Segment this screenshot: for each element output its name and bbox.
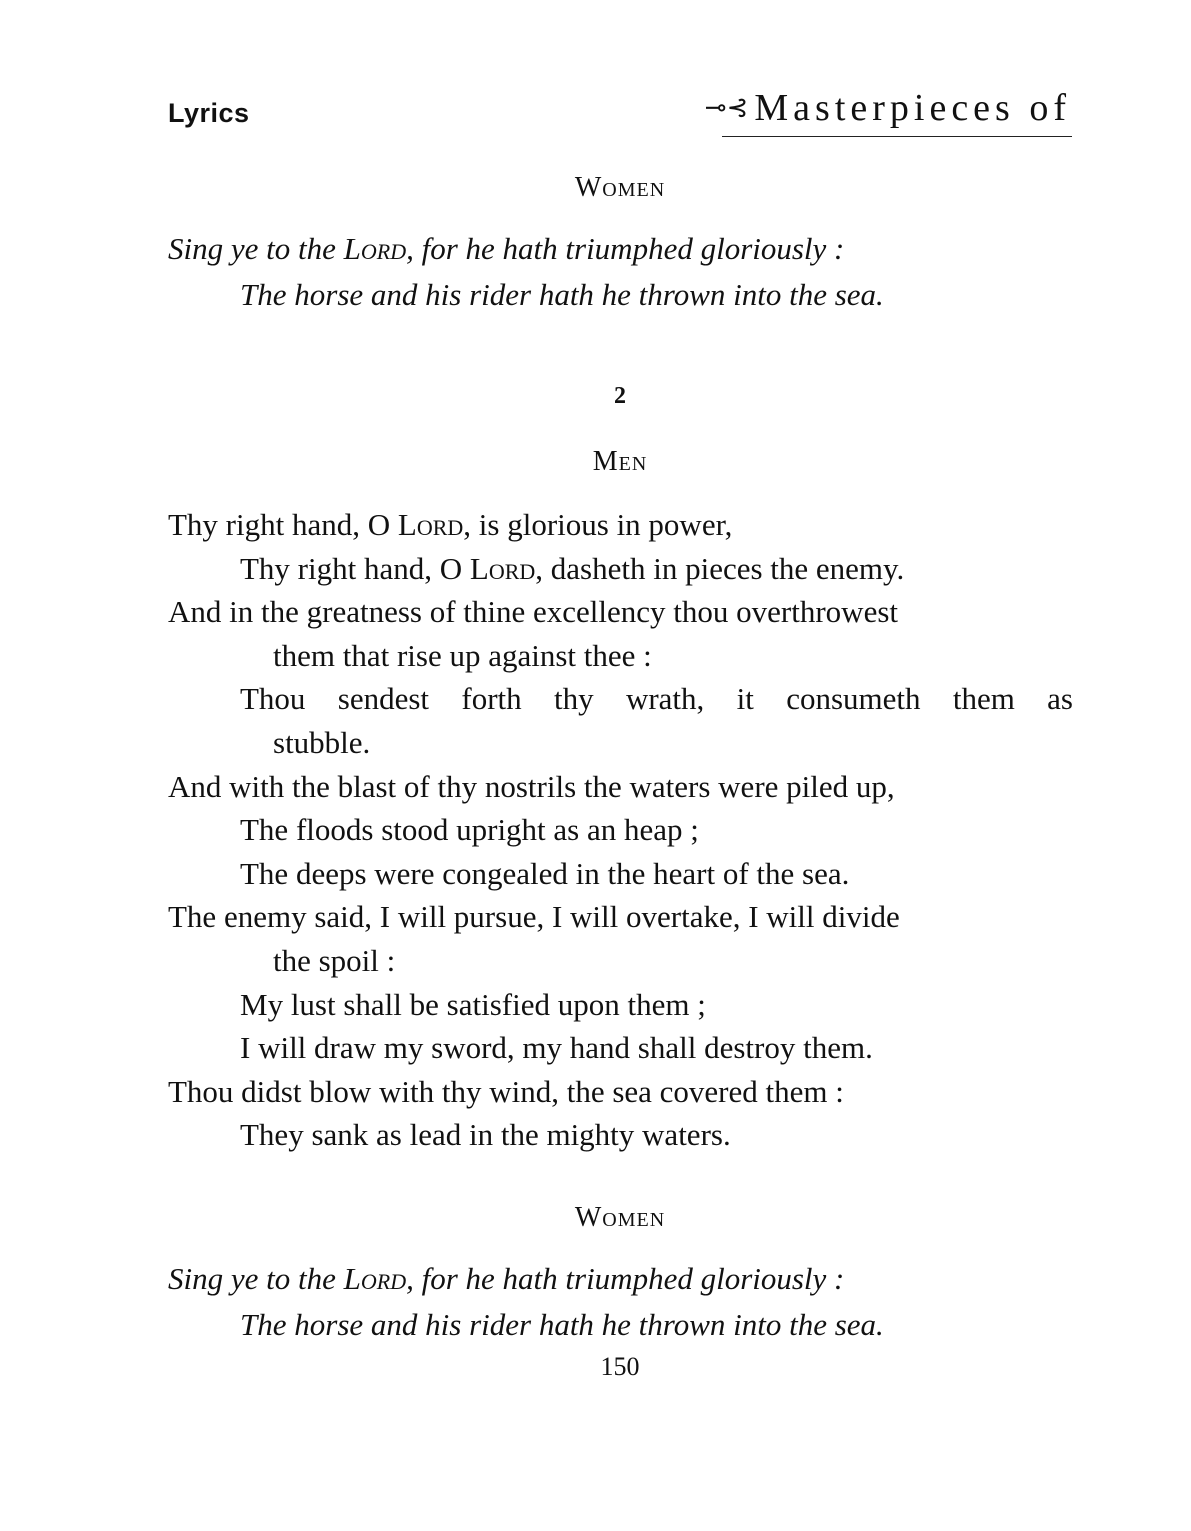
verse-line: And with the blast of thy nostrils the waters were piled up,	[168, 768, 895, 804]
speaker-heading-women: Women	[574, 1202, 666, 1233]
verse-line: stubble.	[273, 724, 371, 760]
ornament-icon: ⊸⊰	[704, 93, 749, 122]
verse-line: I will draw my sword, my hand shall destroy them.	[240, 1030, 873, 1066]
verse-line: them that rise up against thee :	[273, 637, 652, 673]
chorus-stanza	[168, 1256, 1073, 1348]
verse-line: Thou didst blow with thy wind, the sea covered them :	[168, 1073, 844, 1109]
running-head-title: Masterpieces of	[754, 87, 1071, 129]
speaker-heading-men: Men	[592, 446, 648, 477]
verse-line: Sing ye to the Lord, for he hath triumphed gloriously :	[168, 1261, 845, 1296]
verse-line: the spoil :	[273, 942, 396, 978]
verse-line: Thou sendest forth thy wrath, it consumeth them as	[240, 681, 1073, 717]
section-number: 2	[614, 383, 626, 409]
chorus-stanza	[168, 226, 1073, 318]
verse-line: They sank as lead in the mighty waters.	[240, 1117, 731, 1153]
verse-line: And in the greatness of thine excellency thou overthrowest	[168, 594, 898, 630]
running-head-right	[705, 86, 1071, 130]
verse-line: The deeps were congealed in the heart of the sea.	[240, 855, 850, 891]
verse-line: The enemy said, I will pursue, I will overtake, I will divide	[168, 899, 900, 935]
page-number: 150	[600, 1352, 640, 1381]
speaker-heading-women: Women	[574, 172, 666, 203]
verse-line: Thy right hand, O Lord, is glorious in power,	[168, 507, 733, 542]
verse-line: The horse and his rider hath he thrown into the sea.	[240, 1307, 884, 1342]
verse-line: The floods stood upright as an heap ;	[240, 812, 699, 848]
running-head-rule	[722, 136, 1072, 137]
verse-line: The horse and his rider hath he thrown into the sea.	[240, 277, 884, 312]
running-head-left: Lyrics	[168, 98, 250, 128]
verse-line: My lust shall be satisfied upon them ;	[240, 986, 706, 1022]
verse-stanza	[168, 503, 1073, 1157]
verse-line: Sing ye to the Lord, for he hath triumphed gloriously :	[168, 231, 845, 266]
verse-line: Thy right hand, O Lord, dasheth in pieces the enemy.	[240, 550, 905, 586]
